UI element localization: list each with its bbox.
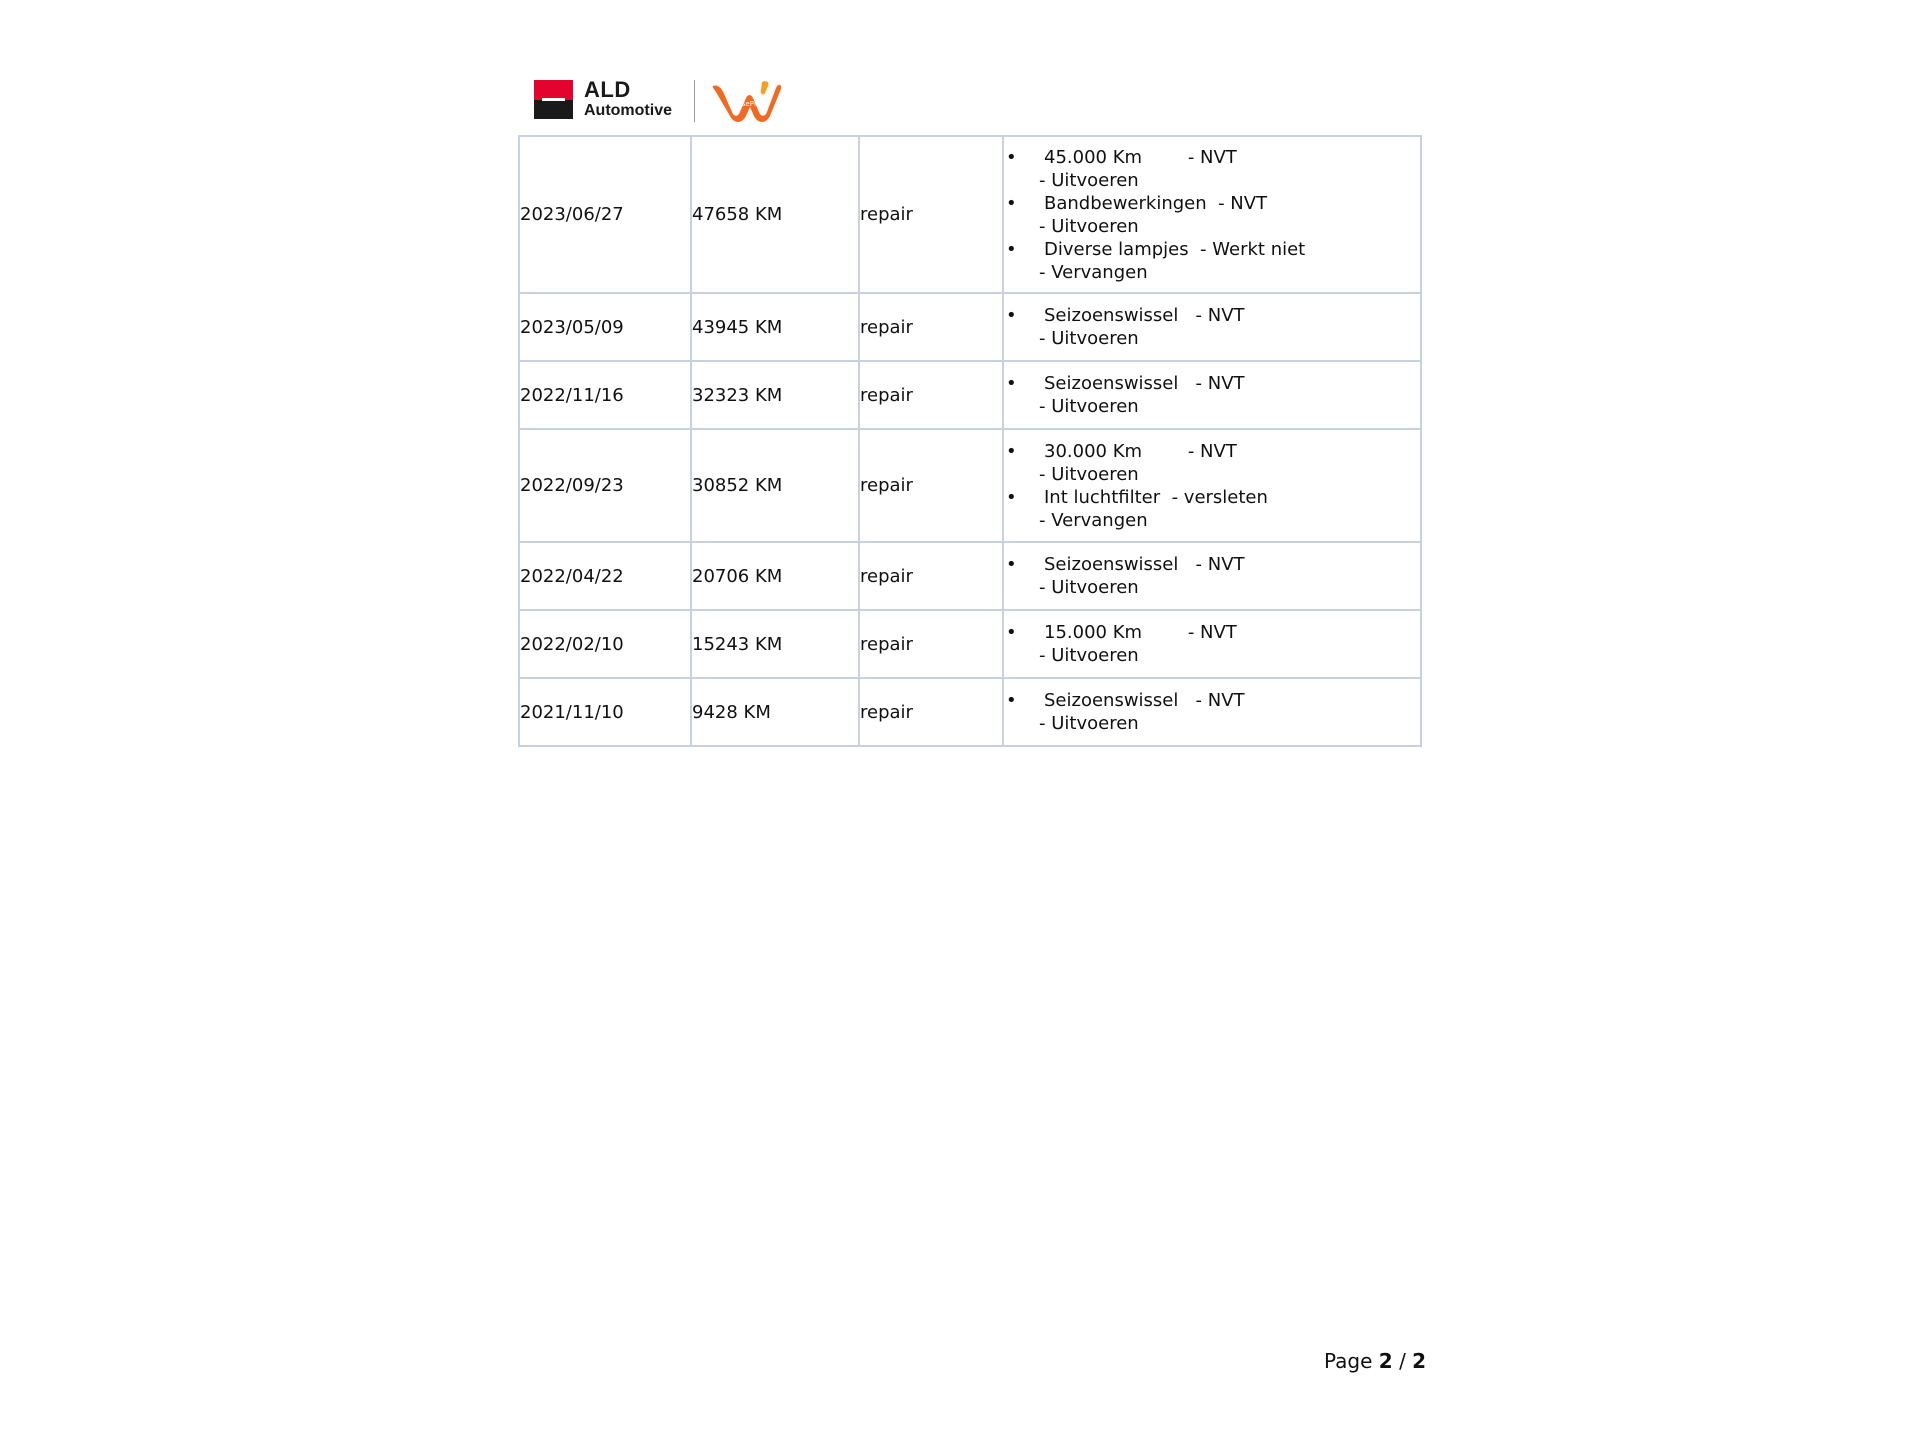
cell-mileage: 47658 KM xyxy=(691,136,859,293)
cell-work-items xyxy=(1003,678,1421,746)
work-item-task: 15.000 Km - NVT xyxy=(1044,622,1237,643)
cell-work-items xyxy=(1003,542,1421,610)
table-row xyxy=(519,361,1421,429)
bullet-icon: • xyxy=(1006,554,1017,575)
work-item-task: 30.000 Km - NVT xyxy=(1044,440,1237,462)
cell-mileage: 32323 KM xyxy=(691,361,859,429)
bullet-icon: • xyxy=(1006,238,1017,260)
table-row xyxy=(519,542,1421,610)
cell-type: repair xyxy=(859,610,1003,678)
work-item xyxy=(1004,486,1420,532)
page-number xyxy=(1324,1348,1426,1374)
cell-work-items xyxy=(1003,610,1421,678)
cell-date: 2022/04/22 xyxy=(519,542,691,610)
cell-mileage: 30852 KM xyxy=(691,429,859,542)
leaseplan-logo-text: LeasePlan xyxy=(729,100,765,108)
cell-date: 2021/11/10 xyxy=(519,678,691,746)
cell-type: repair xyxy=(859,361,1003,429)
cell-mileage: 43945 KM xyxy=(691,293,859,361)
work-item-task: Seizoenswissel - NVT xyxy=(1044,554,1245,575)
work-item xyxy=(1004,689,1420,735)
cell-mileage: 15243 KM xyxy=(691,610,859,678)
cell-date: 2023/05/09 xyxy=(519,293,691,361)
maintenance-history-body xyxy=(519,136,1421,746)
table-row xyxy=(519,293,1421,361)
work-item xyxy=(1004,146,1420,192)
work-item-action: - Uitvoeren xyxy=(1039,463,1139,485)
bullet-icon: • xyxy=(1006,440,1017,462)
bullet-icon: • xyxy=(1006,690,1017,711)
work-item-action: - Uitvoeren xyxy=(1039,645,1139,666)
maintenance-history-table xyxy=(518,135,1422,747)
cell-type: repair xyxy=(859,678,1003,746)
cell-type: repair xyxy=(859,429,1003,542)
cell-work-items xyxy=(1003,293,1421,361)
bullet-icon: • xyxy=(1006,192,1017,214)
work-item xyxy=(1004,192,1420,238)
bullet-icon: • xyxy=(1006,305,1017,326)
ald-logo-subtitle: Automotive xyxy=(584,102,672,119)
work-item xyxy=(1004,553,1420,599)
work-item-action: - Uitvoeren xyxy=(1039,215,1139,237)
table-row xyxy=(519,136,1421,293)
work-item xyxy=(1004,372,1420,418)
cell-date: 2022/11/16 xyxy=(519,361,691,429)
work-item-task: Seizoenswissel - NVT xyxy=(1044,373,1245,394)
logo-divider xyxy=(694,80,695,122)
work-item-action: - Vervangen xyxy=(1039,509,1148,531)
bullet-icon: • xyxy=(1006,146,1017,168)
table-row xyxy=(519,429,1421,542)
work-item-action: - Vervangen xyxy=(1039,261,1148,283)
work-item-action: - Uitvoeren xyxy=(1039,577,1139,598)
table-row xyxy=(519,678,1421,746)
page-separator: / xyxy=(1399,1349,1406,1373)
cell-date: 2022/09/23 xyxy=(519,429,691,542)
cell-work-items xyxy=(1003,361,1421,429)
cell-work-items xyxy=(1003,136,1421,293)
work-item-action: - Uitvoeren xyxy=(1039,169,1139,191)
ald-logo-mark xyxy=(534,80,573,119)
cell-mileage: 20706 KM xyxy=(691,542,859,610)
work-item-task: Bandbewerkingen - NVT xyxy=(1044,192,1268,214)
ald-logo-name: ALD xyxy=(584,77,631,102)
work-item xyxy=(1004,238,1420,284)
work-item xyxy=(1004,621,1420,667)
work-item-task: Diverse lampjes - Werkt niet xyxy=(1044,238,1306,260)
leaseplan-logo xyxy=(710,76,784,124)
table-row xyxy=(519,610,1421,678)
cell-type: repair xyxy=(859,293,1003,361)
cell-work-items xyxy=(1003,429,1421,542)
page-total: 2 xyxy=(1412,1349,1427,1373)
cell-date: 2023/06/27 xyxy=(519,136,691,293)
work-item-action: - Uitvoeren xyxy=(1039,396,1139,417)
work-item-task: 45.000 Km - NVT xyxy=(1044,146,1237,168)
work-item xyxy=(1004,304,1420,350)
bullet-icon: • xyxy=(1006,486,1017,508)
cell-mileage: 9428 KM xyxy=(691,678,859,746)
bullet-icon: • xyxy=(1006,373,1017,394)
work-item-task: Seizoenswissel - NVT xyxy=(1044,690,1245,711)
cell-type: repair xyxy=(859,542,1003,610)
cell-date: 2022/02/10 xyxy=(519,610,691,678)
work-item-action: - Uitvoeren xyxy=(1039,328,1139,349)
page-current: 2 xyxy=(1378,1349,1393,1373)
bullet-icon: • xyxy=(1006,622,1017,643)
cell-type: repair xyxy=(859,136,1003,293)
work-item xyxy=(1004,440,1420,486)
header-logos xyxy=(534,76,794,124)
work-item-action: - Uitvoeren xyxy=(1039,713,1139,734)
work-item-task: Seizoenswissel - NVT xyxy=(1044,305,1245,326)
page-label: Page xyxy=(1324,1349,1373,1373)
work-item-task: Int luchtfilter - versleten xyxy=(1044,486,1268,508)
